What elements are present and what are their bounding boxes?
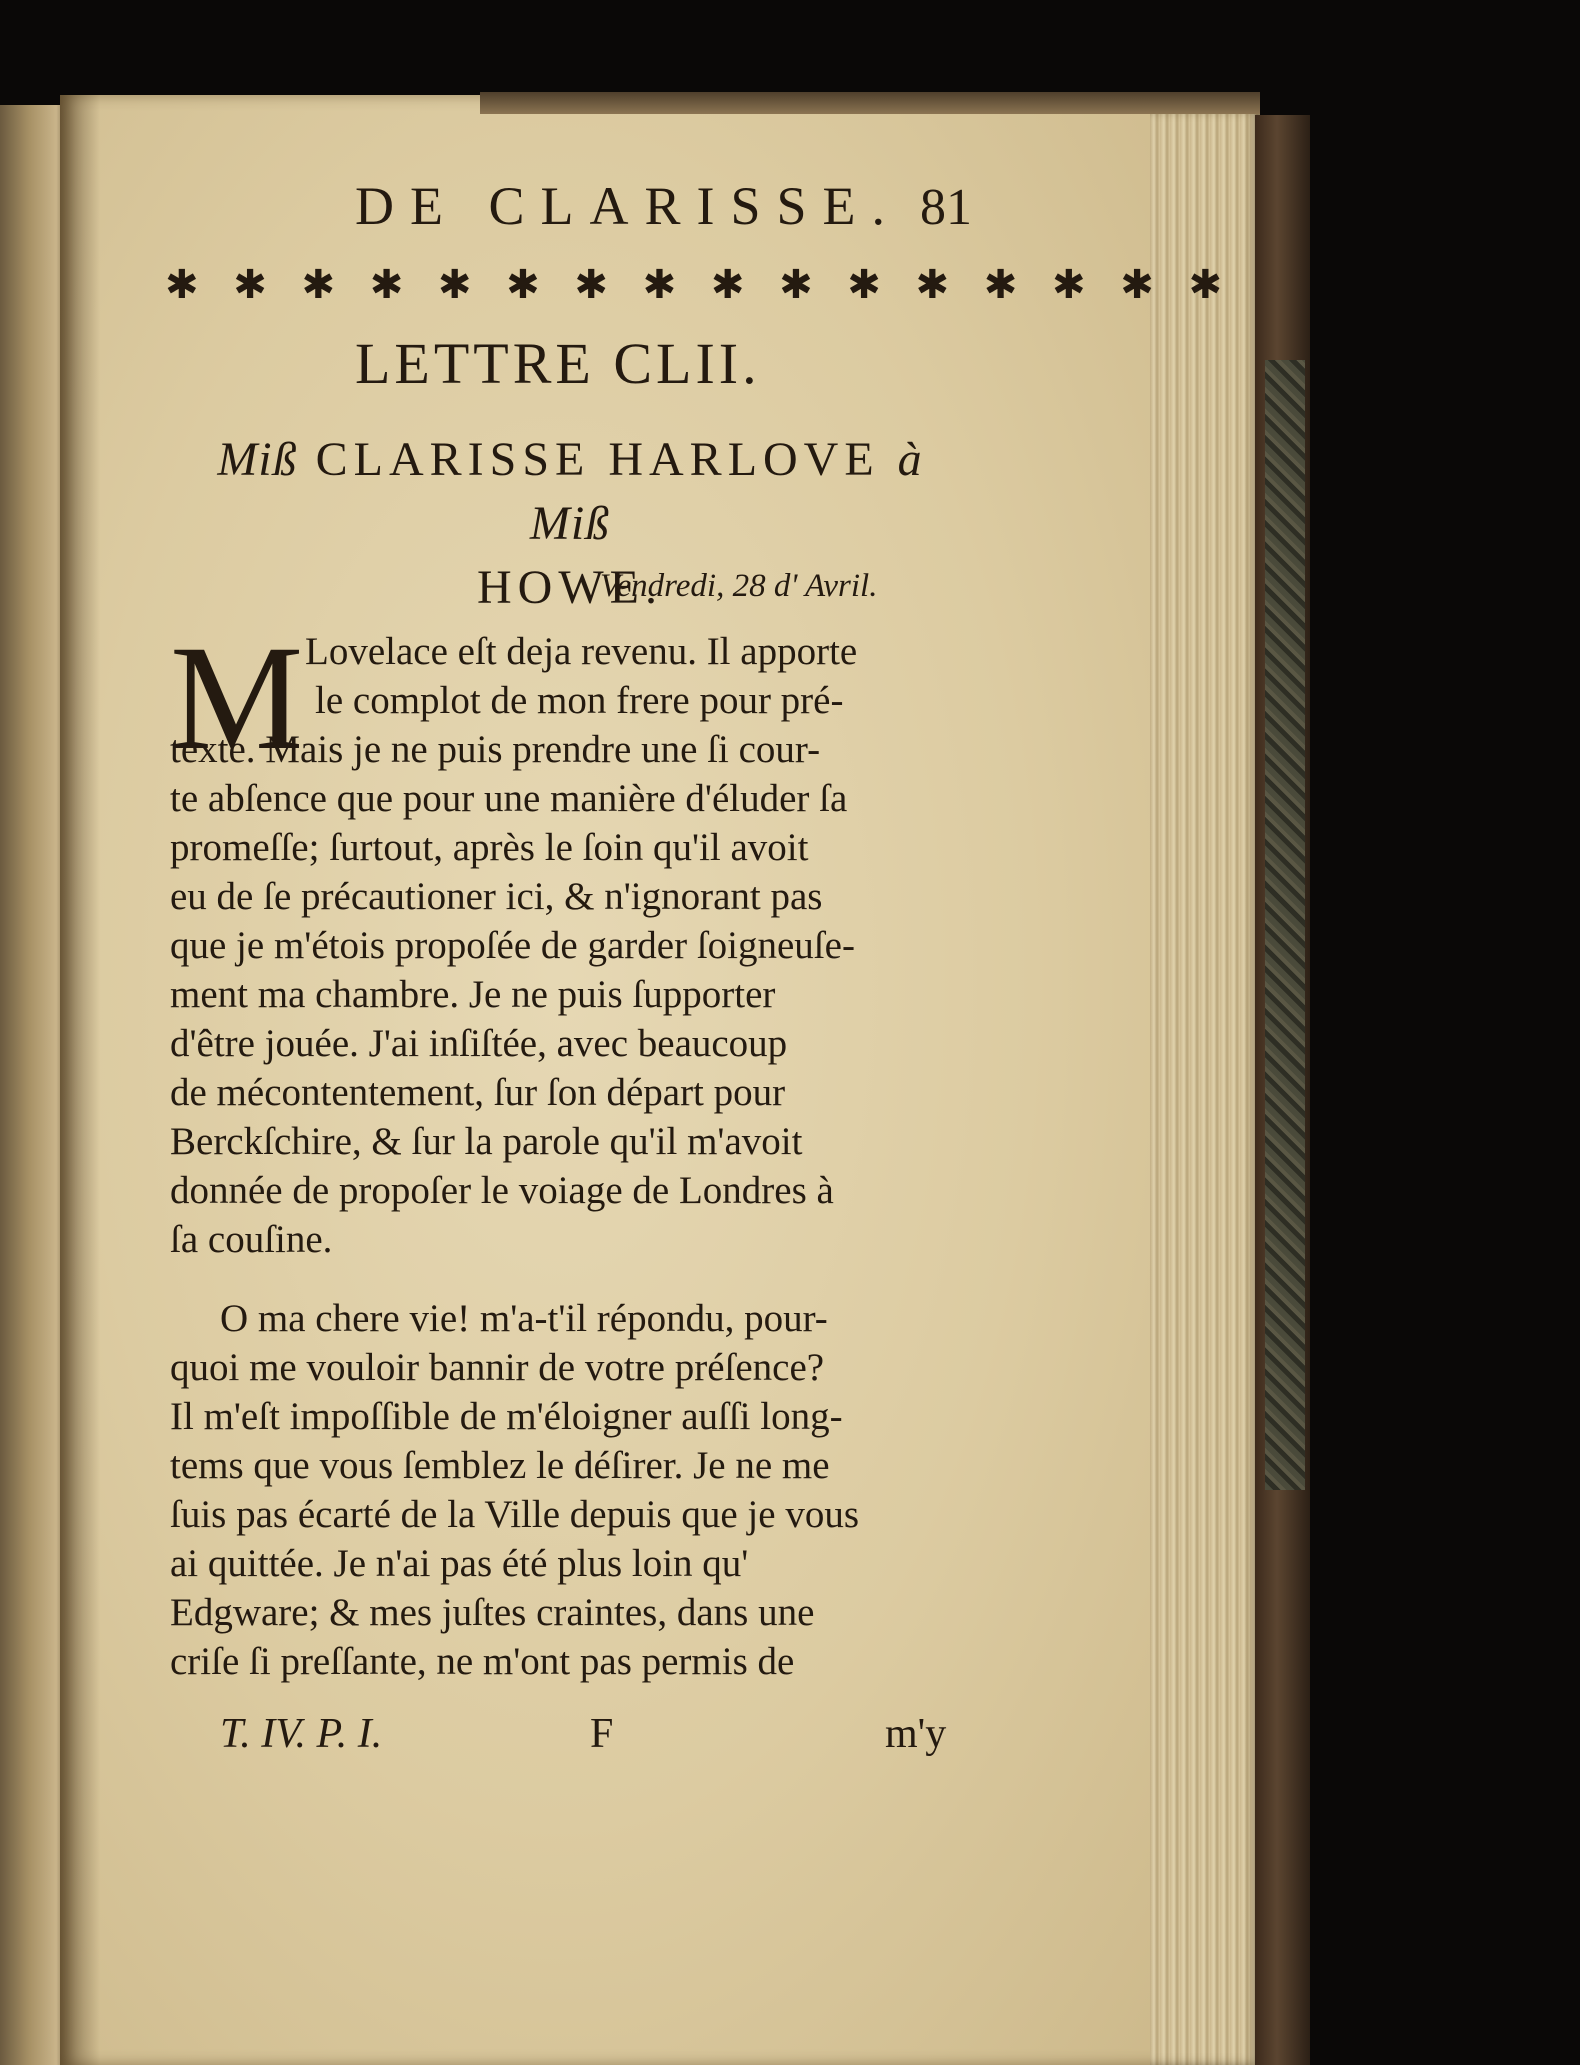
letter-title: LETTRE CLII. (355, 331, 761, 396)
body-line: ai quittée. Je n'ai pas été plus loin qu' (170, 1542, 749, 1585)
body-line: ſa couſine. (170, 1218, 333, 1261)
top-edge (480, 92, 1260, 114)
body-line: O ma chere vie! m'a-t'il répondu, pour- (220, 1297, 828, 1340)
body-line: criſe ſi preſſante, ne m'ont pas permis de (170, 1640, 795, 1683)
body-line: quoi me vouloir bannir de votre préſence? (170, 1346, 825, 1389)
body-line: Edgware; & mes juſtes craintes, dans une (170, 1591, 815, 1634)
body-line: le complot de mon frere pour pré- (315, 679, 844, 722)
addressee-line-1 (190, 428, 950, 556)
signature-mark: T. IV. P. I. (220, 1711, 383, 1757)
addressee-suffix: Miß (529, 497, 611, 550)
body-line: Il m'eſt impoſſible de m'éloigner auſſi long- (170, 1395, 843, 1438)
body-line: tems que vous ſemblez le déſirer. Je ne me (170, 1444, 830, 1487)
body-line: texte. Mais je ne puis prendre une ſi cour- (170, 728, 821, 771)
addressee-name: CLARISSE HARLOVE (315, 433, 880, 486)
body-line: eu de ſe précautioner ici, & n'ignorant pas (170, 875, 823, 918)
addressee-prefix: Miß (217, 433, 298, 486)
page-number: 81 (920, 179, 972, 236)
running-title: DE CLARISSE. (355, 176, 902, 236)
body-line: Lovelace eſt deja revenu. Il apporte (305, 630, 858, 673)
body-line: Berckſchire, & ſur la parole qu'il m'avoit (170, 1120, 803, 1163)
body-line: de mécontentement, ſur ſon départ pour (170, 1071, 786, 1114)
body-line: donnée de propoſer le voiage de Londres à (170, 1169, 834, 1212)
catchword: m'y (885, 1711, 947, 1757)
body-line: ſuis pas écarté de la Ville depuis que je vous (170, 1493, 859, 1536)
body-line: que je m'étois propoſée de garder ſoigneuſe- (170, 924, 855, 967)
body-line: te abſence que pour une manière d'éluder ſa (170, 777, 848, 820)
body-line: promeſſe; ſurtout, après le ſoin qu'il avoit (170, 826, 809, 869)
page-fore-edge (1150, 110, 1260, 2065)
addressee-to: à (897, 433, 923, 486)
ornament-row: ✱ ✱ ✱ ✱ ✱ ✱ ✱ ✱ ✱ ✱ ✱ ✱ ✱ ✱ ✱ ✱ (165, 262, 1233, 308)
gutter-shadow (60, 95, 100, 2065)
addressee-line-2: HOWE. (477, 561, 663, 614)
body-line: d'être jouée. J'ai inſiſtée, avec beaucoup (170, 1022, 788, 1065)
drop-cap: M (170, 615, 304, 781)
body-line: ment ma chambre. Je ne puis ſupporter (170, 973, 776, 1016)
gathering-letter: F (590, 1711, 614, 1757)
cover-marbling (1265, 360, 1305, 1490)
dateline: Vendredi, 28 d' Avril. (600, 568, 878, 604)
